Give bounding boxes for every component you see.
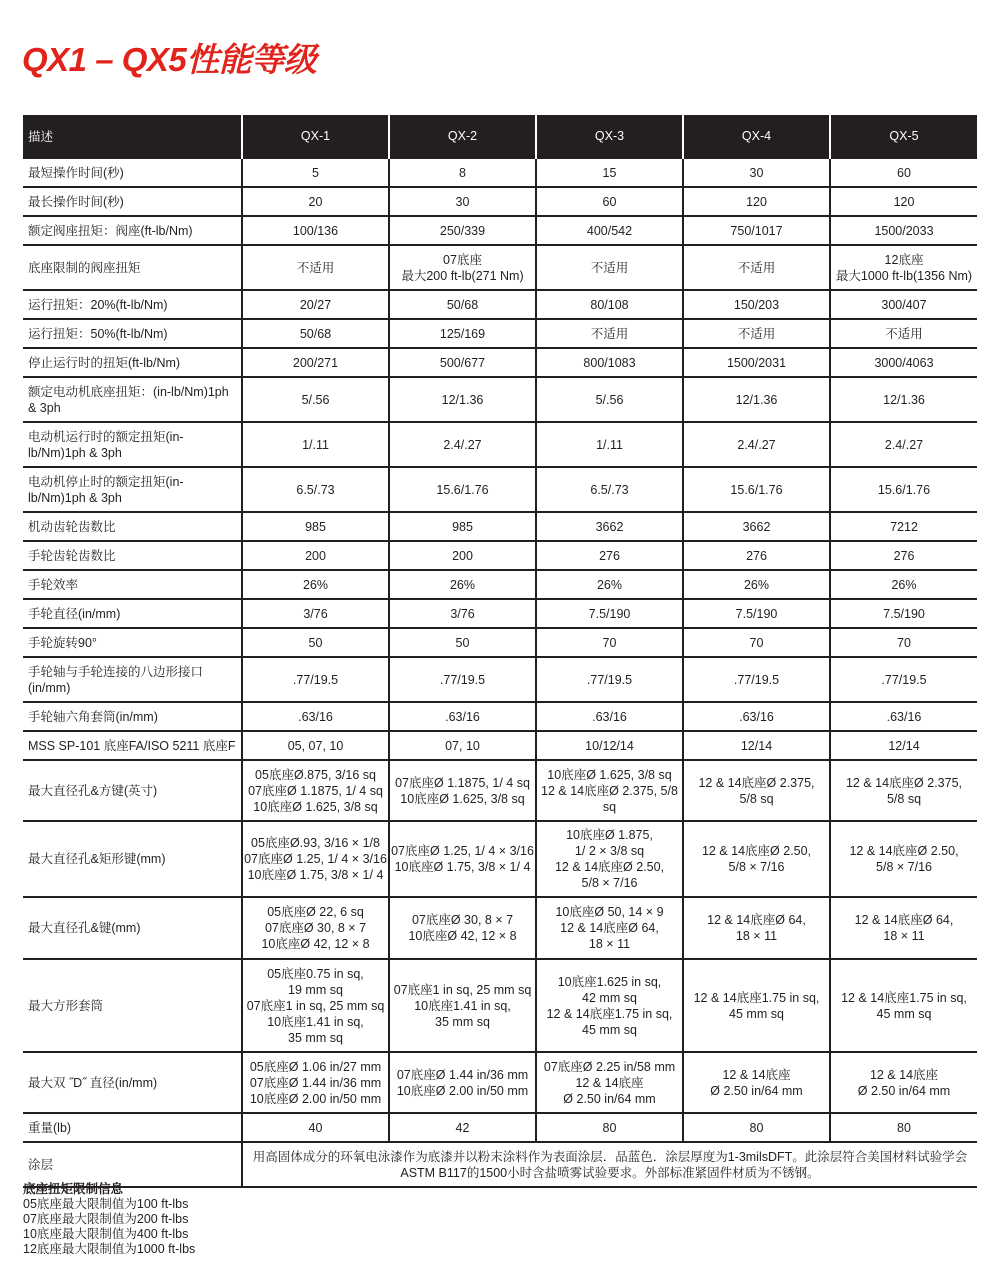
cell-qx2: 26% bbox=[389, 570, 536, 599]
row-label: 最大直径孔&方键(英寸) bbox=[23, 760, 242, 821]
cell-qx4: 12 & 14底座Ø 2.375, 5/8 sq bbox=[683, 760, 830, 821]
table-row bbox=[23, 570, 977, 599]
table-header-row bbox=[23, 115, 977, 158]
cell-qx2: 2.4/.27 bbox=[389, 422, 536, 467]
cell-qx4: 276 bbox=[683, 541, 830, 570]
row-label: 手轮旋转90° bbox=[23, 628, 242, 657]
row-label: 额定电动机底座扭矩：(in-lb/Nm)1ph & 3ph bbox=[23, 377, 242, 422]
cell-qx1: 不适用 bbox=[242, 245, 389, 290]
cell-qx2: 200 bbox=[389, 541, 536, 570]
cell-qx3: 15 bbox=[536, 158, 683, 187]
cell-qx2: 50 bbox=[389, 628, 536, 657]
row-label: 最大方形套筒 bbox=[23, 959, 242, 1052]
cell-qx2: 12/1.36 bbox=[389, 377, 536, 422]
cell-qx4: .77/19.5 bbox=[683, 657, 830, 702]
cell-qx5: 7212 bbox=[830, 512, 977, 541]
table-body bbox=[23, 158, 977, 1187]
table-row bbox=[23, 541, 977, 570]
cell-qx4: 26% bbox=[683, 570, 830, 599]
cell-qx1: 3/76 bbox=[242, 599, 389, 628]
cell-qx4: 12/14 bbox=[683, 731, 830, 760]
table-row bbox=[23, 702, 977, 731]
cell-qx4: 3662 bbox=[683, 512, 830, 541]
table-row bbox=[23, 731, 977, 760]
cell-qx3: .77/19.5 bbox=[536, 657, 683, 702]
cell-qx1: 1/.11 bbox=[242, 422, 389, 467]
cell-qx5: 300/407 bbox=[830, 290, 977, 319]
table-row bbox=[23, 628, 977, 657]
cell-qx5: 7.5/190 bbox=[830, 599, 977, 628]
cell-qx3: 3662 bbox=[536, 512, 683, 541]
cell-qx4: 1500/2031 bbox=[683, 348, 830, 377]
cell-qx4: 15.6/1.76 bbox=[683, 467, 830, 512]
cell-qx2: 8 bbox=[389, 158, 536, 187]
cell-qx1: 50 bbox=[242, 628, 389, 657]
cell-qx3: 800/1083 bbox=[536, 348, 683, 377]
cell-qx4: 不适用 bbox=[683, 319, 830, 348]
row-label: 手轮齿轮齿数比 bbox=[23, 541, 242, 570]
cell-qx2: 3/76 bbox=[389, 599, 536, 628]
cell-qx1: 6.5/.73 bbox=[242, 467, 389, 512]
row-label: 电动机停止时的额定扭矩(in-lb/Nm)1ph & 3ph bbox=[23, 467, 242, 512]
page-title: QX1 – QX5性能等级 bbox=[22, 41, 317, 78]
cell-qx1: 985 bbox=[242, 512, 389, 541]
row-label: 重量(lb) bbox=[23, 1113, 242, 1142]
table-row bbox=[23, 245, 977, 290]
row-label: 最长操作时间(秒) bbox=[23, 187, 242, 216]
table-row bbox=[23, 158, 977, 187]
row-label: 最大双 ˝D˝ 直径(in/mm) bbox=[23, 1052, 242, 1113]
cell-qx5: 2.4/.27 bbox=[830, 422, 977, 467]
notes-line: 05底座最大限制值为100 ft-lbs bbox=[23, 1197, 189, 1211]
notes-line: 10底座最大限制值为400 ft-lbs bbox=[23, 1227, 189, 1241]
cell-qx4: 120 bbox=[683, 187, 830, 216]
header-qx1: QX-1 bbox=[242, 115, 389, 158]
header-qx4: QX-4 bbox=[683, 115, 830, 158]
cell-qx5: 26% bbox=[830, 570, 977, 599]
cell-qx1: 20 bbox=[242, 187, 389, 216]
row-label: 最大直径孔&键(mm) bbox=[23, 897, 242, 959]
table-row bbox=[23, 599, 977, 628]
cell-qx3: 80 bbox=[536, 1113, 683, 1142]
cell-qx3: 10底座1.625 in sq, 42 mm sq 12 & 14底座1.75 in sq, 45 mm sq bbox=[536, 959, 683, 1052]
row-label: 运行扭矩：20%(ft-lb/Nm) bbox=[23, 290, 242, 319]
cell-qx2: 15.6/1.76 bbox=[389, 467, 536, 512]
row-label: 停止运行时的扭矩(ft-lb/Nm) bbox=[23, 348, 242, 377]
table-row bbox=[23, 1052, 977, 1113]
cell-qx2: .63/16 bbox=[389, 702, 536, 731]
cell-qx3: 70 bbox=[536, 628, 683, 657]
cell-qx4: 12 & 14底座 Ø 2.50 in/64 mm bbox=[683, 1052, 830, 1113]
cell-qx2: .77/19.5 bbox=[389, 657, 536, 702]
cell-qx1: 100/136 bbox=[242, 216, 389, 245]
cell-qx2: 07底座 最大200 ft-lb(271 Nm) bbox=[389, 245, 536, 290]
cell-qx2: 250/339 bbox=[389, 216, 536, 245]
cell-qx4: .63/16 bbox=[683, 702, 830, 731]
cell-qx1: 05, 07, 10 bbox=[242, 731, 389, 760]
cell-qx5: 12/14 bbox=[830, 731, 977, 760]
table-row bbox=[23, 319, 977, 348]
cell-qx4: 不适用 bbox=[683, 245, 830, 290]
header-qx5: QX-5 bbox=[830, 115, 977, 158]
cell-qx5: 3000/4063 bbox=[830, 348, 977, 377]
table-row bbox=[23, 1113, 977, 1142]
table-row-coating bbox=[23, 1142, 977, 1187]
cell-qx3: 276 bbox=[536, 541, 683, 570]
header-description: 描述 bbox=[23, 115, 242, 158]
cell-qx5: 12 & 14底座Ø 64, 18 × 11 bbox=[830, 897, 977, 959]
cell-qx1: 200/271 bbox=[242, 348, 389, 377]
row-label: 手轮效率 bbox=[23, 570, 242, 599]
row-label: 最短操作时间(秒) bbox=[23, 158, 242, 187]
row-label: 运行扭矩：50%(ft-lb/Nm) bbox=[23, 319, 242, 348]
cell-qx3: 10底座Ø 1.625, 3/8 sq 12 & 14底座Ø 2.375, 5/8 sq bbox=[536, 760, 683, 821]
cell-qx4: 12 & 14底座1.75 in sq, 45 mm sq bbox=[683, 959, 830, 1052]
cell-qx5: 不适用 bbox=[830, 319, 977, 348]
cell-qx2: 07底座1 in sq, 25 mm sq 10底座1.41 in sq, 35 mm sq bbox=[389, 959, 536, 1052]
cell-qx4: 30 bbox=[683, 158, 830, 187]
row-label: 手轮轴与手轮连接的八边形接口(in/mm) bbox=[23, 657, 242, 702]
cell-qx2: 42 bbox=[389, 1113, 536, 1142]
cell-qx5: 276 bbox=[830, 541, 977, 570]
cell-qx1: .63/16 bbox=[242, 702, 389, 731]
cell-qx2: 500/677 bbox=[389, 348, 536, 377]
seat-torque-notes bbox=[23, 1182, 195, 1257]
table-row bbox=[23, 290, 977, 319]
cell-qx2: 30 bbox=[389, 187, 536, 216]
cell-qx4: 7.5/190 bbox=[683, 599, 830, 628]
table-row bbox=[23, 467, 977, 512]
cell-qx5: 12/1.36 bbox=[830, 377, 977, 422]
cell-qx5: 12底座 最大1000 ft-lb(1356 Nm) bbox=[830, 245, 977, 290]
cell-qx3: 不适用 bbox=[536, 245, 683, 290]
cell-qx3: 07底座Ø 2.25 in/58 mm 12 & 14底座 Ø 2.50 in/64 mm bbox=[536, 1052, 683, 1113]
cell-qx5: 120 bbox=[830, 187, 977, 216]
cell-qx5: 12 & 14底座Ø 2.375, 5/8 sq bbox=[830, 760, 977, 821]
row-label: 额定阀座扭矩：阀座(ft-lb/Nm) bbox=[23, 216, 242, 245]
cell-qx1: 50/68 bbox=[242, 319, 389, 348]
row-label: 底座限制的阀座扭矩 bbox=[23, 245, 242, 290]
table-row bbox=[23, 959, 977, 1052]
cell-qx2: 50/68 bbox=[389, 290, 536, 319]
cell-qx1: 05底座Ø 1.06 in/27 mm 07底座Ø 1.44 in/36 mm 10底座Ø 2.00 in/50 mm bbox=[242, 1052, 389, 1113]
cell-qx3: 1/.11 bbox=[536, 422, 683, 467]
cell-qx5: 70 bbox=[830, 628, 977, 657]
cell-qx3: 7.5/190 bbox=[536, 599, 683, 628]
cell-qx5: 80 bbox=[830, 1113, 977, 1142]
row-label: 手轮轴六角套筒(in/mm) bbox=[23, 702, 242, 731]
cell-qx2: 07, 10 bbox=[389, 731, 536, 760]
cell-qx3: .63/16 bbox=[536, 702, 683, 731]
cell-qx3: 10底座Ø 1.875, 1/ 2 × 3/8 sq 12 & 14底座Ø 2.50, 5/8 × 7/16 bbox=[536, 821, 683, 897]
cell-qx4: 12 & 14底座Ø 64, 18 × 11 bbox=[683, 897, 830, 959]
coating-description: 用高固体成分的环氧电泳漆作为底漆并以粉末涂料作为表面涂层．品蓝色．涂层厚度为1-3milsDFT。此涂层符合美国材料试验学会ASTM B117的1500小时含盐喷雾试验要求。外部标准紧固件材质为不锈钢。 bbox=[242, 1142, 977, 1187]
cell-qx1: 40 bbox=[242, 1113, 389, 1142]
table-row bbox=[23, 657, 977, 702]
cell-qx2: 125/169 bbox=[389, 319, 536, 348]
cell-qx4: 750/1017 bbox=[683, 216, 830, 245]
table-row bbox=[23, 897, 977, 959]
cell-qx4: 150/203 bbox=[683, 290, 830, 319]
table-row bbox=[23, 377, 977, 422]
cell-qx4: 12 & 14底座Ø 2.50, 5/8 × 7/16 bbox=[683, 821, 830, 897]
row-label: 涂层 bbox=[23, 1142, 242, 1187]
row-label: MSS SP-101 底座FA/ISO 5211 底座F bbox=[23, 731, 242, 760]
notes-line: 07底座最大限制值为200 ft-lbs bbox=[23, 1212, 189, 1226]
header-qx2: QX-2 bbox=[389, 115, 536, 158]
cell-qx1: 05底座Ø 22, 6 sq 07底座Ø 30, 8 × 7 10底座Ø 42, 12 × 8 bbox=[242, 897, 389, 959]
cell-qx2: 07底座Ø 1.44 in/36 mm 10底座Ø 2.00 in/50 mm bbox=[389, 1052, 536, 1113]
cell-qx4: 12/1.36 bbox=[683, 377, 830, 422]
cell-qx1: 5 bbox=[242, 158, 389, 187]
cell-qx1: 20/27 bbox=[242, 290, 389, 319]
cell-qx5: 1500/2033 bbox=[830, 216, 977, 245]
cell-qx2: 07底座Ø 1.1875, 1/ 4 sq 10底座Ø 1.625, 3/8 sq bbox=[389, 760, 536, 821]
row-label: 最大直径孔&矩形键(mm) bbox=[23, 821, 242, 897]
cell-qx3: 6.5/.73 bbox=[536, 467, 683, 512]
row-label: 电动机运行时的额定扭矩(in-lb/Nm)1ph & 3ph bbox=[23, 422, 242, 467]
cell-qx5: 15.6/1.76 bbox=[830, 467, 977, 512]
cell-qx1: 05底座Ø.93, 3/16 × 1/8 07底座Ø 1.25, 1/ 4 × 3/16 10底座Ø 1.75, 3/8 × 1/ 4 bbox=[242, 821, 389, 897]
table-row bbox=[23, 187, 977, 216]
cell-qx3: 60 bbox=[536, 187, 683, 216]
cell-qx4: 80 bbox=[683, 1113, 830, 1142]
cell-qx5: 12 & 14底座1.75 in sq, 45 mm sq bbox=[830, 959, 977, 1052]
cell-qx3: 80/108 bbox=[536, 290, 683, 319]
cell-qx3: 10底座Ø 50, 14 × 9 12 & 14底座Ø 64, 18 × 11 bbox=[536, 897, 683, 959]
cell-qx5: 60 bbox=[830, 158, 977, 187]
cell-qx1: 5/.56 bbox=[242, 377, 389, 422]
cell-qx5: 12 & 14底座Ø 2.50, 5/8 × 7/16 bbox=[830, 821, 977, 897]
cell-qx3: 10/12/14 bbox=[536, 731, 683, 760]
cell-qx5: 12 & 14底座 Ø 2.50 in/64 mm bbox=[830, 1052, 977, 1113]
cell-qx1: 26% bbox=[242, 570, 389, 599]
cell-qx5: .77/19.5 bbox=[830, 657, 977, 702]
row-label: 手轮直径(in/mm) bbox=[23, 599, 242, 628]
cell-qx1: 05底座Ø.875, 3/16 sq 07底座Ø 1.1875, 1/ 4 sq 10底座Ø 1.625, 3/8 sq bbox=[242, 760, 389, 821]
cell-qx2: 07底座Ø 30, 8 × 7 10底座Ø 42, 12 × 8 bbox=[389, 897, 536, 959]
cell-qx3: 26% bbox=[536, 570, 683, 599]
cell-qx5: .63/16 bbox=[830, 702, 977, 731]
cell-qx4: 70 bbox=[683, 628, 830, 657]
table-row bbox=[23, 512, 977, 541]
cell-qx1: 05底座0.75 in sq, 19 mm sq 07底座1 in sq, 25 mm sq 10底座1.41 in sq, 35 mm sq bbox=[242, 959, 389, 1052]
row-label: 机动齿轮齿数比 bbox=[23, 512, 242, 541]
table-row bbox=[23, 760, 977, 821]
table-row bbox=[23, 422, 977, 467]
cell-qx1: .77/19.5 bbox=[242, 657, 389, 702]
cell-qx1: 200 bbox=[242, 541, 389, 570]
notes-line: 12底座最大限制值为1000 ft-lbs bbox=[23, 1242, 196, 1256]
cell-qx2: 07底座Ø 1.25, 1/ 4 × 3/16 10底座Ø 1.75, 3/8 × 1/ 4 bbox=[389, 821, 536, 897]
notes-title: 底座扭矩限制信息 bbox=[23, 1182, 124, 1196]
cell-qx2: 985 bbox=[389, 512, 536, 541]
table-row bbox=[23, 216, 977, 245]
table-row bbox=[23, 348, 977, 377]
performance-table bbox=[23, 115, 977, 1188]
header-qx3: QX-3 bbox=[536, 115, 683, 158]
cell-qx3: 5/.56 bbox=[536, 377, 683, 422]
table-row bbox=[23, 821, 977, 897]
cell-qx3: 400/542 bbox=[536, 216, 683, 245]
cell-qx4: 2.4/.27 bbox=[683, 422, 830, 467]
cell-qx3: 不适用 bbox=[536, 319, 683, 348]
